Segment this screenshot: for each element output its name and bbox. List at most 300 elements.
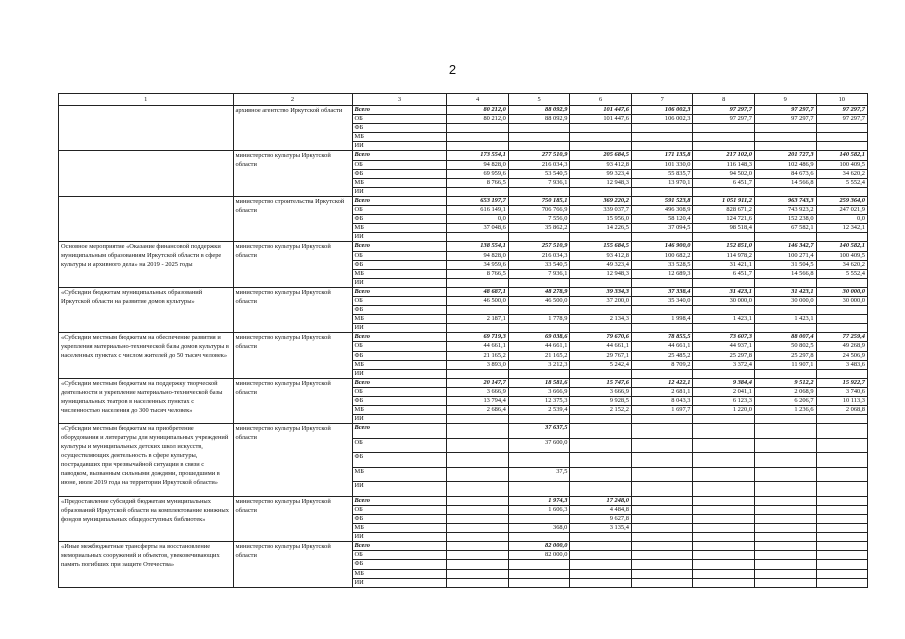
amount-cell: 106 002,3 [631, 115, 693, 124]
amount-cell [693, 424, 755, 439]
amount-cell [816, 415, 867, 424]
amount-cell [570, 187, 632, 196]
amount-cell: 140 582,1 [816, 151, 867, 160]
amount-cell [570, 324, 632, 333]
amount-cell [447, 324, 509, 333]
responsible-agency: министерство культуры Иркутской области [233, 378, 352, 423]
amount-cell: 1 423,1 [754, 315, 816, 324]
amount-cell [693, 560, 755, 569]
amount-cell [693, 187, 755, 196]
amount-cell [693, 233, 755, 242]
amount-cell: 12 375,3 [508, 397, 570, 406]
amount-cell: 1 236,6 [754, 406, 816, 415]
amount-cell [693, 453, 755, 468]
funding-source-label: ИИ [352, 324, 447, 333]
amount-cell: 155 684,5 [570, 242, 632, 251]
amount-cell [816, 324, 867, 333]
amount-cell: 1 974,3 [508, 496, 570, 505]
amount-cell: 13 794,4 [447, 397, 509, 406]
amount-cell: 31 421,1 [693, 260, 755, 269]
funding-source-label: ИИ [352, 278, 447, 287]
amount-cell: 743 923,2 [754, 206, 816, 215]
amount-cell: 2 134,3 [570, 315, 632, 324]
amount-cell: 205 684,5 [570, 151, 632, 160]
responsible-agency: министерство строительства Иркутской области [233, 196, 352, 241]
amount-cell: 216 034,3 [508, 160, 570, 169]
table-row [59, 496, 868, 505]
measure-description: «Субсидии местным бюджетам на обеспечение развития и укрепления материально-технической базы домов культуры в населенных пунктах с числом жителей до 50 тысяч человек» [59, 333, 234, 378]
table-row [59, 287, 868, 296]
amount-cell [570, 424, 632, 439]
amount-cell [447, 533, 509, 542]
amount-cell: 706 766,9 [508, 206, 570, 215]
amount-cell: 7 556,0 [508, 215, 570, 224]
amount-cell [693, 578, 755, 587]
funding-source-label: Всего [352, 542, 447, 551]
amount-cell [447, 233, 509, 242]
amount-cell [447, 124, 509, 133]
amount-cell: 2 068,8 [816, 406, 867, 415]
table-row [59, 196, 868, 205]
table-row [59, 151, 868, 160]
amount-cell: 101 330,0 [631, 160, 693, 169]
amount-cell [816, 278, 867, 287]
amount-cell [631, 514, 693, 523]
measure-description [59, 151, 234, 196]
amount-cell: 1 778,9 [508, 315, 570, 324]
amount-cell [508, 233, 570, 242]
amount-cell: 140 582,1 [816, 242, 867, 251]
amount-cell [447, 482, 509, 497]
amount-cell [816, 438, 867, 453]
funding-source-label: ИИ [352, 578, 447, 587]
amount-cell: 49 268,9 [816, 342, 867, 351]
amount-cell [570, 467, 632, 482]
amount-cell: 201 727,3 [754, 151, 816, 160]
amount-cell [754, 324, 816, 333]
measure-description: «Субсидии местным бюджетам на приобретение оборудования и литературы для муниципальных учреждений культуры и муниципальных детских школ искусств, осуществляющих деятельность в сфере культуры, пострадавших при чрезвычайной ситуации в связи с паводком, вызванным сильными дождями, прошедшими в июне, июле 2019 года на территории Иркутской области» [59, 424, 234, 497]
amount-cell [816, 187, 867, 196]
amount-cell: 14 566,8 [754, 178, 816, 187]
funding-source-label: ИИ [352, 233, 447, 242]
amount-cell: 44 661,1 [508, 342, 570, 351]
budget-table [58, 93, 868, 588]
amount-cell: 1 051 911,2 [693, 196, 755, 205]
amount-cell [816, 124, 867, 133]
responsible-agency: министерство культуры Иркутской области [233, 424, 352, 497]
amount-cell [508, 560, 570, 569]
measure-description [59, 106, 234, 151]
funding-source-label: ОБ [352, 387, 447, 396]
amount-cell: 93 412,8 [570, 160, 632, 169]
amount-cell: 39 334,3 [570, 287, 632, 296]
amount-cell: 99 323,4 [570, 169, 632, 178]
amount-cell: 369 220,2 [570, 196, 632, 205]
funding-source-label: ОБ [352, 251, 447, 260]
amount-cell: 18 581,6 [508, 378, 570, 387]
amount-cell [754, 415, 816, 424]
amount-cell: 3 740,6 [816, 387, 867, 396]
amount-cell: 48 687,1 [447, 287, 509, 296]
amount-cell: 8 043,3 [631, 397, 693, 406]
amount-cell: 15 747,6 [570, 378, 632, 387]
funding-source-label: МБ [352, 467, 447, 482]
funding-source-label: Всего [352, 333, 447, 342]
responsible-agency: архивное агентство Иркутской области [233, 106, 352, 151]
amount-cell [508, 324, 570, 333]
amount-cell [631, 133, 693, 142]
amount-cell: 3 666,9 [508, 387, 570, 396]
amount-cell: 5 552,4 [816, 178, 867, 187]
amount-cell: 106 002,3 [631, 106, 693, 115]
amount-cell: 48 278,9 [508, 287, 570, 296]
amount-cell [447, 505, 509, 514]
amount-cell [816, 560, 867, 569]
amount-cell: 37 048,6 [447, 224, 509, 233]
amount-cell [754, 569, 816, 578]
column-number-2: 2 [233, 94, 352, 106]
amount-cell: 1 423,1 [693, 315, 755, 324]
table-row [59, 378, 868, 387]
amount-cell [816, 482, 867, 497]
funding-source-label: Всего [352, 287, 447, 296]
amount-cell: 82 000,0 [508, 542, 570, 551]
amount-cell [754, 496, 816, 505]
amount-cell [693, 142, 755, 151]
amount-cell: 114 978,2 [693, 251, 755, 260]
amount-cell: 17 248,0 [570, 496, 632, 505]
amount-cell: 82 000,0 [508, 551, 570, 560]
funding-source-label: Всего [352, 378, 447, 387]
amount-cell [631, 578, 693, 587]
amount-cell [508, 514, 570, 523]
table-body [59, 106, 868, 588]
amount-cell: 25 485,2 [631, 351, 693, 360]
amount-cell: 257 510,9 [508, 242, 570, 251]
amount-cell [447, 578, 509, 587]
amount-cell [631, 278, 693, 287]
amount-cell: 33 528,5 [631, 260, 693, 269]
funding-source-label: МБ [352, 524, 447, 533]
amount-cell: 368,0 [508, 524, 570, 533]
amount-cell [693, 551, 755, 560]
funding-source-label: ИИ [352, 369, 447, 378]
amount-cell: 146 900,0 [631, 242, 693, 251]
amount-cell: 44 661,1 [447, 342, 509, 351]
amount-cell: 12 689,3 [631, 269, 693, 278]
amount-cell [693, 324, 755, 333]
amount-cell: 69 038,6 [508, 333, 570, 342]
amount-cell: 100 682,2 [631, 251, 693, 260]
amount-cell: 97 297,7 [754, 115, 816, 124]
amount-cell [631, 306, 693, 315]
amount-cell [631, 324, 693, 333]
amount-cell [447, 306, 509, 315]
amount-cell: 14 566,8 [754, 269, 816, 278]
amount-cell: 1 606,3 [508, 505, 570, 514]
table-row [59, 333, 868, 342]
amount-cell [570, 542, 632, 551]
amount-cell: 616 149,1 [447, 206, 509, 215]
amount-cell [754, 533, 816, 542]
funding-source-label: ФБ [352, 169, 447, 178]
amount-cell: 46 500,0 [508, 296, 570, 305]
amount-cell [447, 133, 509, 142]
amount-cell: 339 037,7 [570, 206, 632, 215]
amount-cell: 100 409,5 [816, 251, 867, 260]
amount-cell [754, 124, 816, 133]
amount-cell: 6 451,7 [693, 269, 755, 278]
amount-cell: 6 123,3 [693, 397, 755, 406]
funding-source-label: ФБ [352, 453, 447, 468]
amount-cell: 69 719,3 [447, 333, 509, 342]
amount-cell: 9 384,4 [693, 378, 755, 387]
amount-cell: 84 673,6 [754, 169, 816, 178]
funding-source-label: ФБ [352, 351, 447, 360]
amount-cell: 102 486,9 [754, 160, 816, 169]
amount-cell: 8 766,5 [447, 178, 509, 187]
amount-cell [631, 233, 693, 242]
funding-source-label: ФБ [352, 124, 447, 133]
amount-cell [447, 369, 509, 378]
amount-cell: 124 721,6 [693, 215, 755, 224]
amount-cell [447, 467, 509, 482]
amount-cell [754, 467, 816, 482]
amount-cell [570, 453, 632, 468]
amount-cell [693, 467, 755, 482]
amount-cell: 44 937,1 [693, 342, 755, 351]
funding-source-label: ОБ [352, 551, 447, 560]
amount-cell [631, 496, 693, 505]
amount-cell [816, 233, 867, 242]
funding-source-label: ОБ [352, 115, 447, 124]
amount-cell [816, 496, 867, 505]
amount-cell: 1 697,7 [631, 406, 693, 415]
funding-source-label: МБ [352, 315, 447, 324]
amount-cell: 247 021,9 [816, 206, 867, 215]
funding-source-label: МБ [352, 133, 447, 142]
amount-cell: 6 451,7 [693, 178, 755, 187]
amount-cell: 37 338,4 [631, 287, 693, 296]
amount-cell [447, 560, 509, 569]
amount-cell [754, 578, 816, 587]
funding-source-label: ФБ [352, 215, 447, 224]
amount-cell: 21 165,2 [447, 351, 509, 360]
amount-cell: 653 197,7 [447, 196, 509, 205]
amount-cell [754, 551, 816, 560]
amount-cell [754, 133, 816, 142]
funding-source-label: МБ [352, 569, 447, 578]
amount-cell: 55 835,7 [631, 169, 693, 178]
amount-cell [631, 560, 693, 569]
amount-cell [754, 187, 816, 196]
measure-description: «Предоставление субсидий бюджетам муниципальных образований Иркутской области на комплектование книжных фондов муниципальных общедоступных библиотек» [59, 496, 234, 541]
column-number-3: 3 [352, 94, 447, 106]
amount-cell: 277 510,9 [508, 151, 570, 160]
amount-cell: 33 540,5 [508, 260, 570, 269]
amount-cell [570, 569, 632, 578]
amount-cell: 12 422,1 [631, 378, 693, 387]
amount-cell: 9 512,2 [754, 378, 816, 387]
amount-cell [570, 415, 632, 424]
amount-cell: 146 342,7 [754, 242, 816, 251]
amount-cell: 94 828,0 [447, 251, 509, 260]
amount-cell [816, 315, 867, 324]
funding-source-label: Всего [352, 196, 447, 205]
funding-source-label: ФБ [352, 514, 447, 523]
funding-source-label: ИИ [352, 415, 447, 424]
amount-cell [816, 306, 867, 315]
amount-cell: 37 637,5 [508, 424, 570, 439]
amount-cell [447, 542, 509, 551]
amount-cell [631, 482, 693, 497]
amount-cell: 30 000,0 [754, 296, 816, 305]
amount-cell [508, 415, 570, 424]
amount-cell: 80 212,0 [447, 115, 509, 124]
amount-cell: 3 135,4 [570, 524, 632, 533]
amount-cell [631, 415, 693, 424]
amount-cell [754, 482, 816, 497]
funding-source-label: Всего [352, 106, 447, 115]
amount-cell [570, 124, 632, 133]
amount-cell: 8 709,2 [631, 360, 693, 369]
funding-source-label: МБ [352, 224, 447, 233]
amount-cell [570, 278, 632, 287]
amount-cell [570, 369, 632, 378]
column-number-row [59, 94, 868, 106]
amount-cell: 25 297,8 [693, 351, 755, 360]
amount-cell [693, 542, 755, 551]
amount-cell [754, 424, 816, 439]
amount-cell [570, 142, 632, 151]
amount-cell: 88 092,9 [508, 115, 570, 124]
amount-cell: 31 423,1 [693, 287, 755, 296]
amount-cell [508, 569, 570, 578]
amount-cell: 93 412,8 [570, 251, 632, 260]
amount-cell: 496 308,9 [631, 206, 693, 215]
table-row [59, 242, 868, 251]
amount-cell [754, 142, 816, 151]
amount-cell: 116 148,3 [693, 160, 755, 169]
amount-cell: 15 922,7 [816, 378, 867, 387]
funding-source-label: ОБ [352, 505, 447, 514]
amount-cell: 13 970,1 [631, 178, 693, 187]
amount-cell [570, 306, 632, 315]
amount-cell [508, 187, 570, 196]
amount-cell [816, 453, 867, 468]
amount-cell [754, 306, 816, 315]
amount-cell: 152 851,0 [693, 242, 755, 251]
amount-cell: 10 113,3 [816, 397, 867, 406]
amount-cell: 0,0 [816, 215, 867, 224]
amount-cell: 963 743,3 [754, 196, 816, 205]
amount-cell: 98 518,4 [693, 224, 755, 233]
measure-description: «Иные межбюджетные трансферты на восстановление мемориальных сооружений и объектов, увековечивающих память погибших при защите Отечества» [59, 542, 234, 587]
amount-cell: 78 855,5 [631, 333, 693, 342]
amount-cell: 69 959,6 [447, 169, 509, 178]
amount-cell [754, 438, 816, 453]
amount-cell [816, 578, 867, 587]
table-row [59, 542, 868, 551]
amount-cell: 37 094,5 [631, 224, 693, 233]
amount-cell: 15 956,0 [570, 215, 632, 224]
funding-source-label: ФБ [352, 260, 447, 269]
amount-cell: 9 928,5 [570, 397, 632, 406]
amount-cell [631, 467, 693, 482]
amount-cell [570, 482, 632, 497]
amount-cell [631, 505, 693, 514]
amount-cell [754, 278, 816, 287]
amount-cell: 217 102,0 [693, 151, 755, 160]
amount-cell: 173 554,1 [447, 151, 509, 160]
amount-cell: 21 165,2 [508, 351, 570, 360]
amount-cell [754, 233, 816, 242]
funding-source-label: ОБ [352, 160, 447, 169]
amount-cell [447, 278, 509, 287]
amount-cell [631, 551, 693, 560]
responsible-agency: министерство культуры Иркутской области [233, 333, 352, 378]
amount-cell [693, 306, 755, 315]
amount-cell: 2 539,4 [508, 406, 570, 415]
amount-cell: 2 152,2 [570, 406, 632, 415]
amount-cell [447, 187, 509, 196]
amount-cell: 35 340,0 [631, 296, 693, 305]
amount-cell: 216 034,3 [508, 251, 570, 260]
amount-cell: 97 297,7 [754, 106, 816, 115]
amount-cell: 94 502,0 [693, 169, 755, 178]
amount-cell: 37 600,0 [508, 438, 570, 453]
amount-cell: 0,0 [447, 215, 509, 224]
amount-cell: 3 893,0 [447, 360, 509, 369]
column-number-1: 1 [59, 94, 234, 106]
amount-cell [508, 124, 570, 133]
amount-cell [693, 569, 755, 578]
amount-cell: 2 041,1 [693, 387, 755, 396]
amount-cell: 97 297,7 [693, 115, 755, 124]
amount-cell: 24 506,9 [816, 351, 867, 360]
measure-description: Основное мероприятие «Оказание финансовой поддержки муниципальным образованиям Иркутской области в сфере культуры и архивного дела» на 2019 - 2025 годы [59, 242, 234, 287]
amount-cell [816, 505, 867, 514]
amount-cell: 6 206,7 [754, 397, 816, 406]
amount-cell: 37 200,0 [570, 296, 632, 305]
amount-cell [447, 438, 509, 453]
funding-source-label: ОБ [352, 206, 447, 215]
amount-cell [693, 369, 755, 378]
funding-source-label: ИИ [352, 142, 447, 151]
amount-cell: 53 540,5 [508, 169, 570, 178]
amount-cell: 97 297,7 [816, 106, 867, 115]
measure-description [59, 196, 234, 241]
column-number-8: 8 [693, 94, 755, 106]
page-number: 2 [448, 62, 457, 77]
column-number-6: 6 [570, 94, 632, 106]
amount-cell: 12 342,1 [816, 224, 867, 233]
amount-cell [508, 369, 570, 378]
amount-cell [570, 233, 632, 242]
amount-cell: 94 828,0 [447, 160, 509, 169]
amount-cell: 97 297,7 [693, 106, 755, 115]
funding-source-label: ИИ [352, 187, 447, 196]
amount-cell [693, 482, 755, 497]
amount-cell [447, 524, 509, 533]
amount-cell: 152 238,0 [754, 215, 816, 224]
amount-cell [570, 438, 632, 453]
amount-cell [508, 482, 570, 497]
amount-cell: 100 271,4 [754, 251, 816, 260]
amount-cell: 31 423,1 [754, 287, 816, 296]
amount-cell [631, 542, 693, 551]
responsible-agency: министерство культуры Иркутской области [233, 242, 352, 287]
